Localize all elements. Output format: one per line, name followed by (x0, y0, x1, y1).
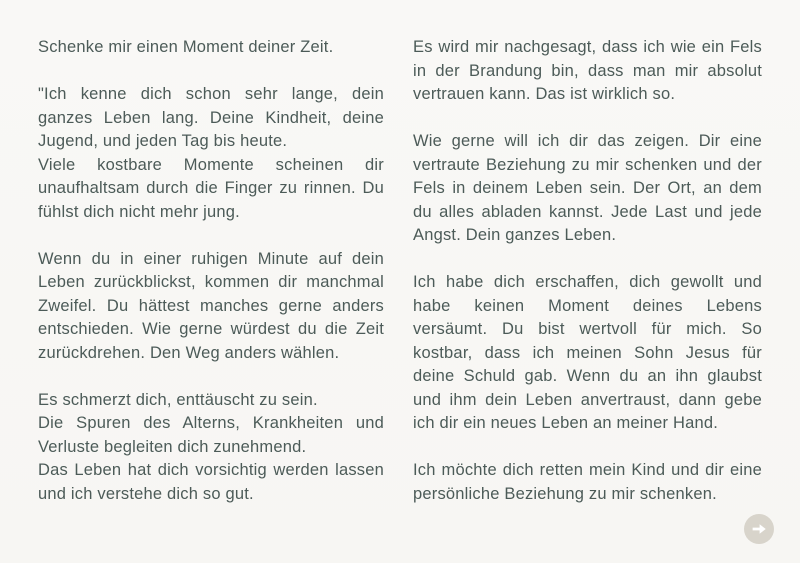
paragraph: Wenn du in einer ruhigen Minute auf dein Leben zurückblickst, kommen dir manchmal Zweifel. Du hättest manches gerne anders entschieden. Wie gerne würdest du die Zeit zurückdrehen. Den Weg anders wählen. (38, 249, 384, 362)
paragraph: Das Leben hat dich vorsichtig werden lassen und ich verstehe dich so gut. (38, 461, 384, 503)
next-page-button[interactable] (744, 514, 774, 544)
paragraph: Die Spuren des Alterns, Krankheiten und Verluste begleiten dich zunehmend. (38, 414, 384, 456)
paragraph: Wie gerne will ich dir das zeigen. Dir eine vertraute Beziehung zu mir schenken und der Fels in deinem Leben sein. Der Ort, an dem du alles abladen kannst. Jede Last und jede Angst. Dein ganzes Leben. (413, 132, 762, 244)
paragraph: Es wird mir nachgesagt, dass ich wie ein Fels in der Brandung bin, dass man mir absolut vertrauen kann. Das ist wirklich so. (413, 38, 762, 103)
paragraph: Es schmerzt dich, enttäuscht zu sein. (38, 390, 318, 409)
paragraph: "Ich kenne dich schon sehr lange, dein ganzes Leben lang. Deine Kindheit, deine Jugend, und jeden Tag bis heute. (38, 85, 384, 150)
paragraph: Viele kostbare Momente scheinen dir unaufhaltsam durch die Finger zu rinnen. Du fühlst dich nicht mehr jung. (38, 155, 384, 221)
paragraph: Ich habe dich erschaffen, dich gewollt und habe keinen Moment deines Lebens versäumt. Du bist wertvoll für mich. So kostbar, dass ich meinen Sohn Jesus für deine Schuld gab. Wenn du an ihn glaubst und ihm dein Leben anvertraust, dann gebe ich dir ein neues Leben an meiner Hand. (413, 273, 762, 432)
left-text-column (38, 36, 384, 506)
paragraph: Schenke mir einen Moment deiner Zeit. (38, 38, 334, 56)
arrow-right-icon (750, 520, 768, 538)
right-text-column (413, 36, 762, 506)
paragraph: Ich möchte dich retten mein Kind und dir eine persönliche Beziehung zu mir schenken. (413, 461, 762, 503)
